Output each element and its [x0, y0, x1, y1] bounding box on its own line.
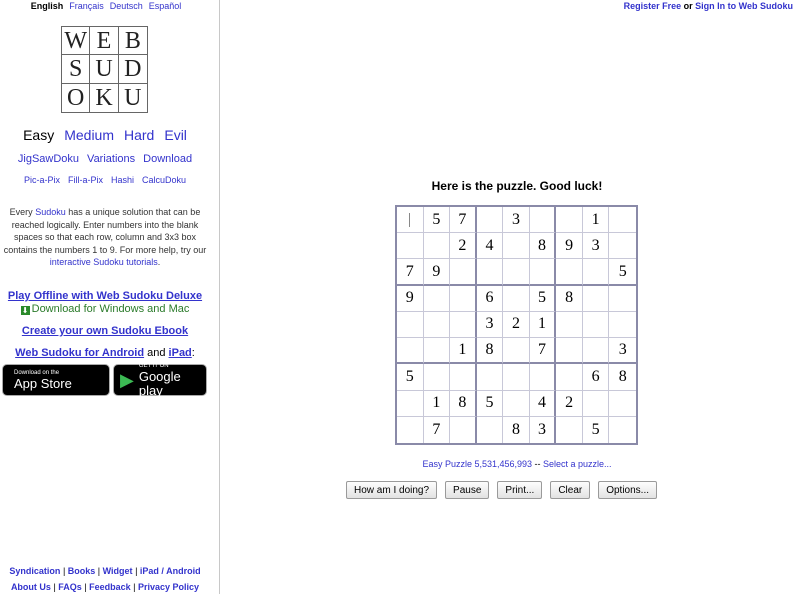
- empty-cell[interactable]: [609, 312, 636, 338]
- app-store-big-text: App Store: [14, 375, 72, 391]
- given-cell: 2: [556, 391, 583, 417]
- game-links: [0, 153, 210, 165]
- empty-cell[interactable]: [450, 364, 477, 390]
- puzzle-links: [0, 175, 210, 185]
- language-fran-ais[interactable]: Français: [69, 1, 104, 11]
- given-cell: 5: [424, 207, 451, 233]
- link-calcudoku[interactable]: CalcuDoku: [142, 175, 187, 185]
- given-cell: 8: [609, 364, 636, 390]
- empty-cell[interactable]: [556, 417, 583, 443]
- given-cell: 8: [503, 417, 530, 443]
- given-cell: 9: [397, 286, 424, 312]
- sudoku-board: [395, 205, 638, 445]
- given-cell: 1: [450, 338, 477, 364]
- footer-separator: |: [60, 566, 68, 576]
- footer-link-widget[interactable]: Widget: [102, 566, 133, 576]
- given-cell: 9: [556, 233, 583, 259]
- logo-letter: O: [62, 84, 90, 112]
- download-windows-mac-label[interactable]: Download for Windows and Mac: [31, 303, 190, 315]
- download-icon: ⬇: [21, 306, 29, 315]
- signin-link[interactable]: Sign In to Web Sudoku: [695, 1, 793, 11]
- account-links: [624, 1, 793, 11]
- empty-cell[interactable]: [397, 417, 424, 443]
- empty-cell[interactable]: [450, 312, 477, 338]
- level-easy: Easy: [23, 127, 55, 143]
- empty-cell[interactable]: [583, 286, 610, 312]
- empty-cell[interactable]: [556, 312, 583, 338]
- link-jigsawdoku[interactable]: JigSawDoku: [17, 153, 80, 165]
- footer-separator: |: [50, 582, 59, 592]
- empty-cell[interactable]: [450, 286, 477, 312]
- footer-links-row-1: [0, 566, 210, 576]
- empty-cell[interactable]: [450, 259, 477, 285]
- empty-cell[interactable]: [503, 364, 530, 390]
- empty-cell[interactable]: [424, 233, 451, 259]
- given-cell: 9: [424, 259, 451, 285]
- intro-text: [0, 206, 210, 269]
- given-cell: 8: [530, 233, 557, 259]
- web-sudoku-logo[interactable]: [61, 26, 148, 113]
- clear-button[interactable]: Clear: [550, 481, 590, 499]
- empty-cell[interactable]: [503, 391, 530, 417]
- footer-separator: |: [95, 566, 103, 576]
- link-fill-a-pix[interactable]: Fill-a-Pix: [67, 175, 103, 185]
- empty-cell[interactable]: [477, 207, 504, 233]
- puzzle-number: Easy Puzzle 5,531,456,993: [422, 459, 533, 469]
- empty-cell[interactable]: [503, 233, 530, 259]
- given-cell: 5: [609, 259, 636, 285]
- empty-cell[interactable]: [424, 312, 451, 338]
- empty-cell[interactable]: [424, 338, 451, 364]
- empty-cell[interactable]: [503, 338, 530, 364]
- tutorials-link[interactable]: interactive Sudoku tutorials: [49, 257, 158, 267]
- link-download[interactable]: Download: [143, 153, 193, 165]
- footer-separator: |: [130, 582, 139, 592]
- empty-cell[interactable]: [503, 259, 530, 285]
- language-espa-ol[interactable]: Español: [148, 1, 182, 11]
- puzzle-info: [396, 459, 638, 469]
- puzzle-buttons: [346, 481, 657, 499]
- footer-link-faqs[interactable]: FAQs: [58, 582, 82, 592]
- empty-cell[interactable]: [609, 233, 636, 259]
- logo-letter: U: [124, 84, 142, 111]
- mobile-colon: :: [191, 347, 195, 359]
- given-cell: 1: [424, 391, 451, 417]
- footer-separator: |: [132, 566, 140, 576]
- given-cell: 6: [477, 286, 504, 312]
- level-evil[interactable]: Evil: [164, 127, 187, 143]
- footer-link-privacy-policy[interactable]: Privacy Policy: [138, 582, 200, 592]
- logo-letter: S: [62, 55, 90, 83]
- language-deutsch[interactable]: Deutsch: [109, 1, 143, 11]
- empty-cell[interactable]: [477, 417, 504, 443]
- empty-cell[interactable]: [583, 259, 610, 285]
- empty-cell[interactable]: [450, 417, 477, 443]
- download-windows-mac[interactable]: [0, 303, 210, 316]
- given-cell: 3: [477, 312, 504, 338]
- select-puzzle-link[interactable]: Select a puzzle...: [543, 459, 612, 469]
- given-cell: 1: [583, 207, 610, 233]
- empty-cell[interactable]: [609, 286, 636, 312]
- empty-cell[interactable]: [397, 233, 424, 259]
- given-cell: 1: [530, 312, 557, 338]
- footer-link-ipad-android[interactable]: iPad / Android: [139, 566, 201, 576]
- link-hashi[interactable]: Hashi: [110, 175, 134, 185]
- mobile-promo: [0, 347, 210, 359]
- language-switcher: [0, 1, 212, 11]
- register-link[interactable]: Register Free: [623, 1, 682, 11]
- level-medium[interactable]: Medium: [64, 127, 114, 143]
- given-cell: 5: [477, 391, 504, 417]
- link-variations[interactable]: Variations: [87, 153, 136, 165]
- given-cell: 3: [503, 207, 530, 233]
- footer-link-books[interactable]: Books: [67, 566, 96, 576]
- given-cell: 6: [583, 364, 610, 390]
- difficulty-levels: [0, 127, 210, 143]
- logo-letter: B: [119, 27, 147, 55]
- intro-text-2: has a unique solution that can be reached logically. Enter numbers into the blank spaces so that each row, column and 3x3 box contains the numbers 1 to 9. For more help, try our: [3, 207, 207, 255]
- empty-cell[interactable]: [583, 391, 610, 417]
- account-or: or: [681, 1, 696, 11]
- logo-letter: E: [90, 27, 118, 55]
- empty-cell[interactable]: [530, 364, 557, 390]
- link-pic-a-pix[interactable]: Pic-a-Pix: [23, 175, 60, 185]
- given-cell: 5: [530, 286, 557, 312]
- logo-letter: D: [119, 55, 147, 83]
- empty-cell[interactable]: [530, 207, 557, 233]
- app-store-badge[interactable]: [2, 364, 110, 396]
- given-cell: 8: [477, 338, 504, 364]
- ebook-link[interactable]: Create your own Sudoku Ebook: [21, 325, 189, 337]
- given-cell: 3: [583, 233, 610, 259]
- app-store-small-text: Download on the: [14, 369, 60, 376]
- given-cell: 7: [450, 207, 477, 233]
- puzzle-info-dash: --: [532, 459, 544, 469]
- given-cell: 7: [424, 417, 451, 443]
- mobile-and: and: [144, 347, 169, 359]
- given-cell: 7: [530, 338, 557, 364]
- logo-letter: K: [90, 84, 118, 112]
- empty-cell[interactable]: [477, 259, 504, 285]
- android-link[interactable]: Web Sudoku for Android: [15, 347, 145, 359]
- empty-cell[interactable]: [424, 286, 451, 312]
- given-cell: 4: [477, 233, 504, 259]
- empty-cell[interactable]: [477, 364, 504, 390]
- google-play-icon: ▶: [120, 370, 134, 390]
- empty-cell[interactable]: [609, 207, 636, 233]
- intro-text-1: Every: [9, 207, 36, 217]
- empty-cell[interactable]: [556, 364, 583, 390]
- google-play-badge[interactable]: [113, 364, 207, 396]
- given-cell: 8: [450, 391, 477, 417]
- options-button[interactable]: Options...: [598, 481, 657, 499]
- empty-cell[interactable]: [530, 259, 557, 285]
- empty-cell[interactable]: [556, 338, 583, 364]
- puzzle-heading: Here is the puzzle. Good luck!: [431, 179, 603, 193]
- empty-cell[interactable]: [397, 391, 424, 417]
- empty-cell[interactable]: [583, 312, 610, 338]
- logo-letter: W: [62, 27, 90, 55]
- given-cell: 5: [583, 417, 610, 443]
- given-cell: 8: [556, 286, 583, 312]
- logo-letter: U: [90, 55, 118, 83]
- given-cell: 4: [530, 391, 557, 417]
- given-cell: 2: [450, 233, 477, 259]
- empty-cell[interactable]: [503, 286, 530, 312]
- empty-cell[interactable]: [424, 364, 451, 390]
- text-cursor: [409, 213, 410, 227]
- empty-cell[interactable]: [609, 391, 636, 417]
- empty-cell[interactable]: [397, 338, 424, 364]
- pause-button[interactable]: Pause: [445, 481, 489, 499]
- how-am-i-doing-button[interactable]: How am I doing?: [346, 481, 437, 499]
- level-hard[interactable]: Hard: [124, 127, 155, 143]
- given-cell: 3: [530, 417, 557, 443]
- sudoku-link[interactable]: Sudoku: [35, 207, 66, 217]
- footer-link-syndication[interactable]: Syndication: [9, 566, 61, 576]
- empty-cell[interactable]: [397, 207, 424, 233]
- given-cell: 2: [503, 312, 530, 338]
- sidebar: [0, 0, 220, 594]
- empty-cell[interactable]: [609, 417, 636, 443]
- footer-separator: |: [81, 582, 90, 592]
- given-cell: 5: [397, 364, 424, 390]
- footer-links-row-2: [0, 582, 210, 592]
- google-play-small-text: GET IT ON: [138, 362, 169, 369]
- print-button[interactable]: Print...: [497, 481, 542, 499]
- google-play-big-text: Google play: [138, 368, 181, 398]
- empty-cell[interactable]: [397, 312, 424, 338]
- empty-cell[interactable]: [583, 338, 610, 364]
- deluxe-link[interactable]: Play Offline with Web Sudoku Deluxe: [7, 290, 203, 302]
- offline-promo: [0, 290, 210, 316]
- intro-text-3: .: [157, 257, 161, 267]
- footer-link-feedback[interactable]: Feedback: [89, 582, 131, 592]
- empty-cell[interactable]: [556, 259, 583, 285]
- footer-link-about-us[interactable]: About Us: [10, 582, 51, 592]
- ebook-promo: [0, 325, 210, 337]
- empty-cell[interactable]: [556, 207, 583, 233]
- given-cell: 7: [397, 259, 424, 285]
- language-english: English: [30, 1, 64, 11]
- given-cell: 3: [609, 338, 636, 364]
- ipad-link[interactable]: iPad: [168, 347, 192, 359]
